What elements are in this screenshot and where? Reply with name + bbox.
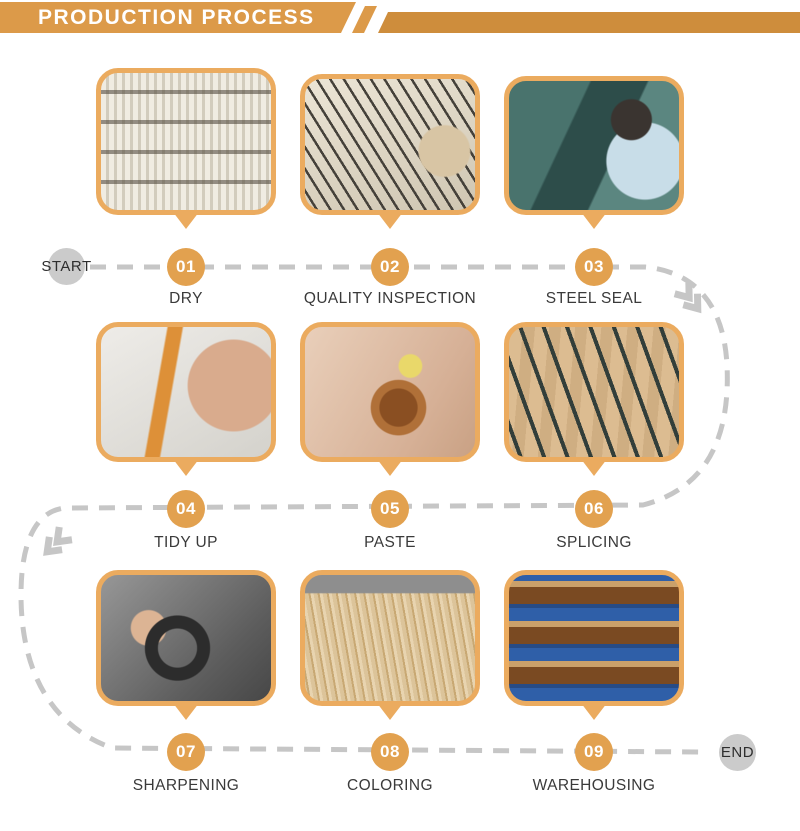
end-label: END	[720, 744, 755, 761]
photo-tail-icon	[581, 703, 607, 720]
step-badge-01	[167, 248, 205, 286]
photo-tail-icon	[581, 212, 607, 229]
photo-step-quality-inspection	[300, 74, 480, 215]
step-number: 05	[380, 499, 400, 518]
start-node	[41, 248, 92, 285]
step-badge-04	[167, 490, 205, 528]
step-label-quality-inspection: QUALITY INSPECTION	[303, 290, 477, 307]
step-label-warehousing: WAREHOUSING	[532, 777, 656, 794]
photo-step-tidy-up	[96, 322, 276, 462]
step-badge-02	[371, 248, 409, 286]
step-badge-05	[371, 490, 409, 528]
photo-tail-icon	[173, 212, 199, 229]
photo-tail-icon	[377, 459, 403, 476]
step-label-dry: DRY	[169, 290, 203, 307]
photo-step-splicing	[504, 322, 684, 462]
photo-tail-icon	[377, 703, 403, 720]
step-number: 04	[176, 499, 196, 518]
photo-step-paste	[300, 322, 480, 462]
step-badge-08	[371, 733, 409, 771]
photo-step-steel-seal	[504, 76, 684, 215]
step-label-paste: PASTE	[364, 534, 416, 551]
step-badge-07	[167, 733, 205, 771]
step-label-tidy-up: TIDY UP	[154, 534, 218, 551]
step-number: 01	[176, 257, 196, 276]
step-number: 09	[584, 742, 604, 761]
photo-step-coloring	[300, 570, 480, 706]
photo-tail-icon	[581, 459, 607, 476]
step-badge-06	[575, 490, 613, 528]
step-label-splicing: SPLICING	[556, 534, 632, 551]
step-number: 02	[380, 257, 400, 276]
photo-step-dry	[96, 68, 276, 215]
photo-tail-icon	[173, 703, 199, 720]
page-title: PRODUCTION PROCESS	[38, 6, 315, 29]
step-number: 06	[584, 499, 604, 518]
step-badge-09	[575, 733, 613, 771]
photo-step-sharpening	[96, 570, 276, 706]
photo-step-warehousing	[504, 570, 684, 706]
step-number: 08	[380, 742, 400, 761]
step-number: 07	[176, 742, 196, 761]
step-number: 03	[584, 257, 604, 276]
photo-tail-icon	[377, 212, 403, 229]
step-label-sharpening: SHARPENING	[132, 777, 240, 794]
end-node	[719, 734, 756, 771]
step-badge-03	[575, 248, 613, 286]
step-label-steel-seal: STEEL SEAL	[545, 290, 643, 307]
photo-tail-icon	[173, 459, 199, 476]
start-label: START	[41, 258, 92, 275]
step-label-coloring: COLORING	[347, 777, 433, 794]
flow-arrow-left-icon	[41, 527, 72, 558]
